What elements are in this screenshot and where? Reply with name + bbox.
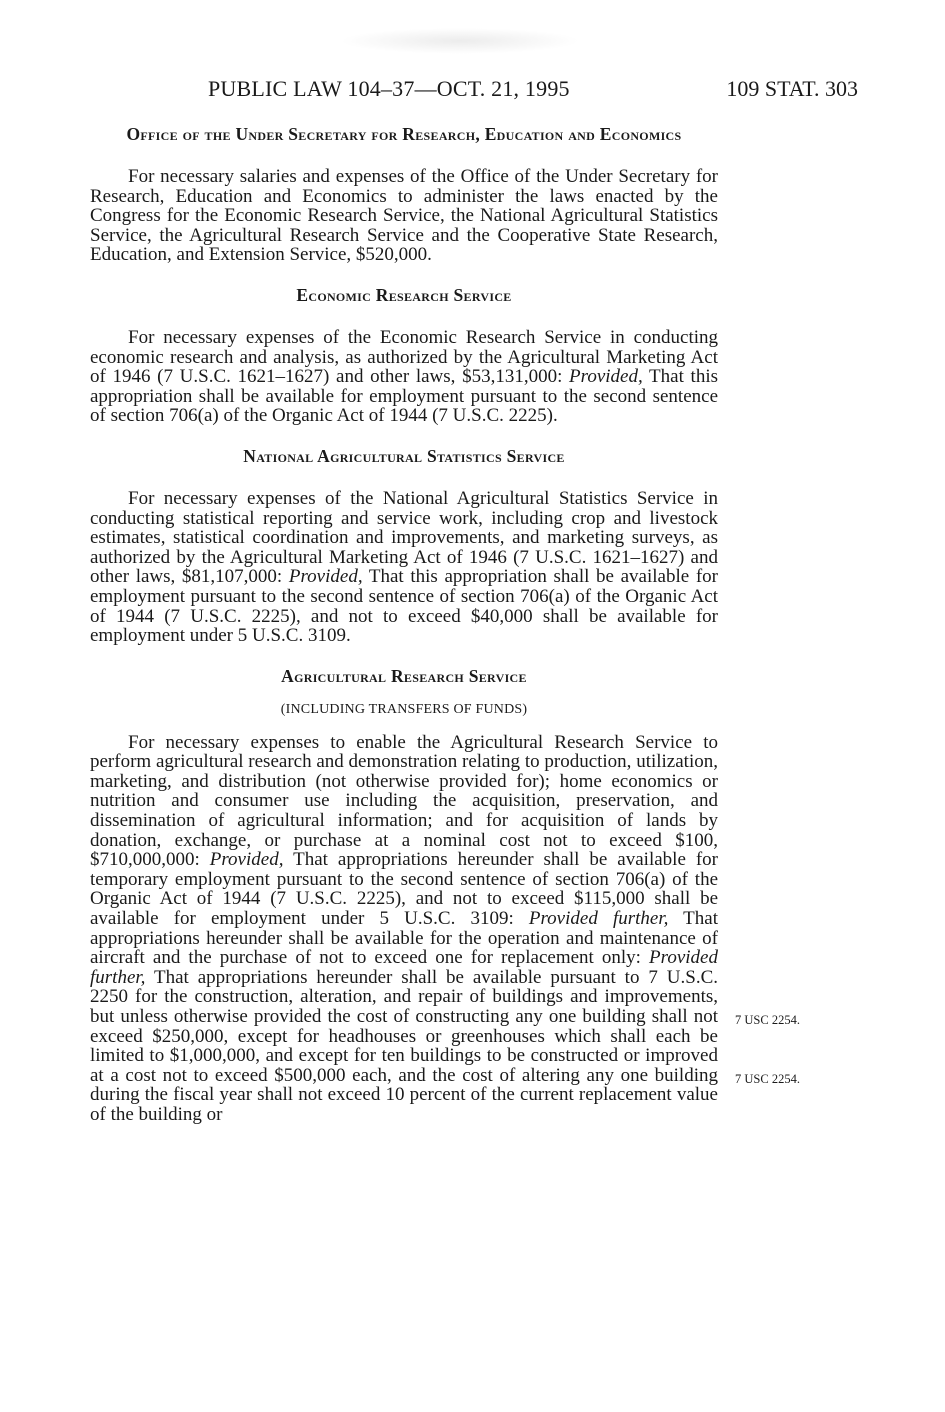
section-heading-national-agricultural-statistics: National Agricultural Statistics Service xyxy=(243,445,565,466)
document-body xyxy=(90,124,718,1125)
margin-note-citation: 7 USC 2254. xyxy=(735,1013,800,1027)
section-heading-office-under-secretary: Office of the Under Secretary for Research, Education and Economics xyxy=(126,124,682,144)
paragraph-economic-research: For necessary expenses of the Economic Research Service in conducting economic research and analysis, as authorized by the Agricultural Marketing Act of 1946 (7 U.S.C. 1621–1627) and other laws, $53,131,000: Provided, That this appropriation shall be available for employment pursuant to the second sentence of section 706(a) of the Organic Act of 1944 (7 U.S.C. 2225). xyxy=(90,326,718,427)
paragraph-national-agricultural-statistics: For necessary expenses of the National Agricultural Statistics Service in conducting statistical reporting and service work, including crop and livestock estimates, statistical coordination and improvements, and marketing surveys, as authorized by the Agricultural Marketing Act of 1946 (7 U.S.C. 1621–1627) and other laws, $81,107,000: Provided, That this appropriation shall be available for employment pursuant to the second sentence of section 706(a) of the Organic Act of 1944 (7 U.S.C. 2225), and not to exceed $40,000 shall be available for employment under 5 U.S.C. 3109. xyxy=(90,487,718,647)
section-heading-agricultural-research: Agricultural Research Service xyxy=(281,665,527,686)
paragraph-office-under-secretary: For necessary salaries and expenses of the Office of the Under Secretary for Research, Education and Economics to administer the laws enacted by the Congress for the Economic Research Service, the National Agricultural Statistics Service, the Agricultural Research Service and the Cooperative State Research, Education, and Extension Service, $520,000. xyxy=(90,166,718,266)
section-subheading-transfers: (INCLUDING TRANSFERS OF FUNDS) xyxy=(280,701,528,717)
scan-smudge xyxy=(340,28,580,54)
section-heading-economic-research: Economic Research Service xyxy=(296,284,512,305)
paragraph-agricultural-research: For necessary expenses to enable the Agricultural Research Service to perform agricultural research and demonstration relating to production, utilization, marketing, and distribution (not otherwise provided for); home economics or nutrition and consumer use including the acquisition, preservation, and dissemination of agricultural information; and for acquisition of lands by donation, exchange, or purchase at a nominal cost not to exceed $100, $710,000,000: Provided, That appropriations hereunder shall be available for temporary employment pursuant to the second sentence of section 706(a) of the Organic Act of 1944 (7 U.S.C. 2225), and not to exceed $115,000 shall be available for employment under 5 U.S.C. 3109: Provided further, That appropriations hereunder shall be available for the operation and maintenance of aircraft and the purchase of not to exceed one for replacement only: Provided further, That appropriations hereunder shall be available pursuant to 7 U.S.C. 2250 for the construction, alteration, and repair of buildings and improvements, but unless otherwise provided the cost of constructing any one building shall not exceed $250,000, except for headhouses or greenhouses which shall each be limited to $1,000,000, and except for ten buildings to be constructed or improved at a cost not to exceed $500,000 each, and the cost of altering any one building during the fiscal year shall not exceed 10 percent of the current replacement value of the building or xyxy=(90,731,718,1125)
margin-note-citation: 7 USC 2254. xyxy=(735,1072,800,1086)
header-stat-page: 109 STAT. 303 xyxy=(726,76,858,101)
header-title: PUBLIC LAW 104–37—OCT. 21, 1995 xyxy=(208,76,570,101)
page-header xyxy=(90,76,858,108)
